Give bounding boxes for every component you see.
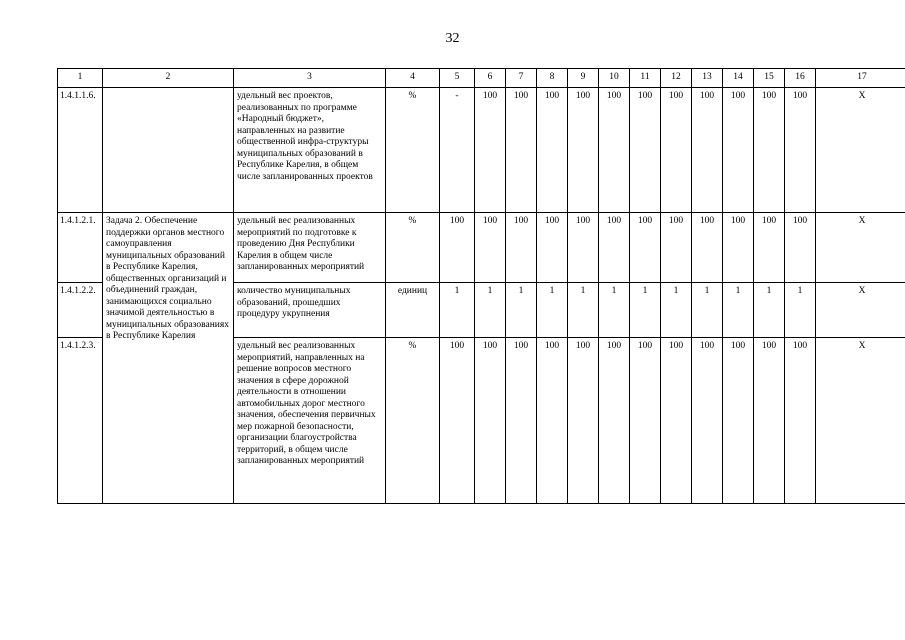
row-value: 100 [630, 338, 661, 504]
column-header: 5 [440, 69, 475, 88]
row-value: 100 [506, 88, 537, 213]
row-value: 100 [537, 338, 568, 504]
row-value: 100 [475, 88, 506, 213]
row-last: X [816, 88, 905, 213]
row-value: 1 [692, 283, 723, 338]
row-value: 100 [661, 88, 692, 213]
row-unit: % [386, 213, 440, 283]
row-value: 1 [537, 283, 568, 338]
column-header: 11 [630, 69, 661, 88]
row-value: 100 [568, 213, 599, 283]
column-header: 17 [816, 69, 905, 88]
row-value: 1 [568, 283, 599, 338]
page-number: 32 [445, 31, 460, 46]
row-indicator: удельный вес реализованных мероприятий, направленных на решение вопросов местного значения в сфере дорожной деятельности в отношении автомобильных дорог местного значения, обеспечения первичных мер пожарной безопасности, организации благоустройства территорий, в общем числе запланированных мероприятий [234, 338, 386, 504]
row-value: 1 [785, 283, 816, 338]
row-code: 1.4.1.1.6. [58, 88, 103, 213]
row-base-value: 100 [440, 338, 475, 504]
row-value: 100 [506, 213, 537, 283]
row-value: 1 [723, 283, 754, 338]
row-value: 100 [506, 338, 537, 504]
row-last: X [816, 213, 905, 283]
row-value: 1 [599, 283, 630, 338]
row-value: 100 [692, 338, 723, 504]
row-value: 1 [661, 283, 692, 338]
row-code: 1.4.1.2.3. [58, 338, 103, 504]
column-header: 16 [785, 69, 816, 88]
indicators-table [57, 68, 905, 504]
table-row [58, 88, 905, 213]
row-base-value: 1 [440, 283, 475, 338]
column-header: 1 [58, 69, 103, 88]
row-value: 100 [537, 88, 568, 213]
row-value: 100 [692, 88, 723, 213]
row-value: 100 [692, 213, 723, 283]
row-value: 100 [723, 88, 754, 213]
row-value: 100 [599, 88, 630, 213]
row-value: 100 [661, 338, 692, 504]
row-value: 100 [630, 88, 661, 213]
row-value: 1 [506, 283, 537, 338]
row-value: 100 [723, 338, 754, 504]
row-value: 1 [475, 283, 506, 338]
row-value: 100 [785, 338, 816, 504]
column-header: 3 [234, 69, 386, 88]
row-value: 100 [661, 213, 692, 283]
column-header: 14 [723, 69, 754, 88]
row-last: X [816, 283, 905, 338]
row-value: 100 [754, 213, 785, 283]
column-header: 2 [103, 69, 234, 88]
row-indicator: количество муниципальных образований, прошедших процедуру укрупнения [234, 283, 386, 338]
row-value: 1 [630, 283, 661, 338]
row-unit: % [386, 88, 440, 213]
column-header: 4 [386, 69, 440, 88]
column-header: 7 [506, 69, 537, 88]
column-header: 10 [599, 69, 630, 88]
row-value: 100 [599, 213, 630, 283]
row-value: 100 [537, 213, 568, 283]
column-header: 13 [692, 69, 723, 88]
row-value: 100 [599, 338, 630, 504]
header-row [58, 69, 905, 88]
row-value: 100 [754, 338, 785, 504]
row-value: 100 [785, 213, 816, 283]
row-value: 100 [785, 88, 816, 213]
row-value: 1 [754, 283, 785, 338]
table-row [58, 213, 905, 283]
row-task [103, 88, 234, 213]
row-value: 100 [754, 88, 785, 213]
row-value: 100 [630, 213, 661, 283]
row-value: 100 [568, 88, 599, 213]
row-code: 1.4.1.2.1. [58, 213, 103, 283]
row-value: 100 [475, 213, 506, 283]
task-2-description: Задача 2. Обеспечение поддержки органов местного самоуправления муниципальных образований в Республике Карелия, общественных организаций и объединений граждан, занимающихся социально значимой деятельностью в муниципальных образованиях в Республике Карелия [103, 213, 234, 504]
row-indicator: удельный вес реализованных мероприятий по подготовке к проведению Дня Республики Карелия в общем числе запланированных мероприятий [234, 213, 386, 283]
row-base-value: - [440, 88, 475, 213]
row-value: 100 [475, 338, 506, 504]
row-last: X [816, 338, 905, 504]
column-header: 9 [568, 69, 599, 88]
row-base-value: 100 [440, 213, 475, 283]
row-value: 100 [568, 338, 599, 504]
column-header: 8 [537, 69, 568, 88]
row-code: 1.4.1.2.2. [58, 283, 103, 338]
row-unit: единиц [386, 283, 440, 338]
row-value: 100 [723, 213, 754, 283]
column-header: 12 [661, 69, 692, 88]
column-header: 15 [754, 69, 785, 88]
row-indicator: удельный вес проектов, реализованных по программе «Народный бюджет», направленных на развитие общественной инфра-структуры муниципальных образований в Республике Карелия, в общем числе запланированных проектов [234, 88, 386, 213]
row-unit: % [386, 338, 440, 504]
column-header: 6 [475, 69, 506, 88]
